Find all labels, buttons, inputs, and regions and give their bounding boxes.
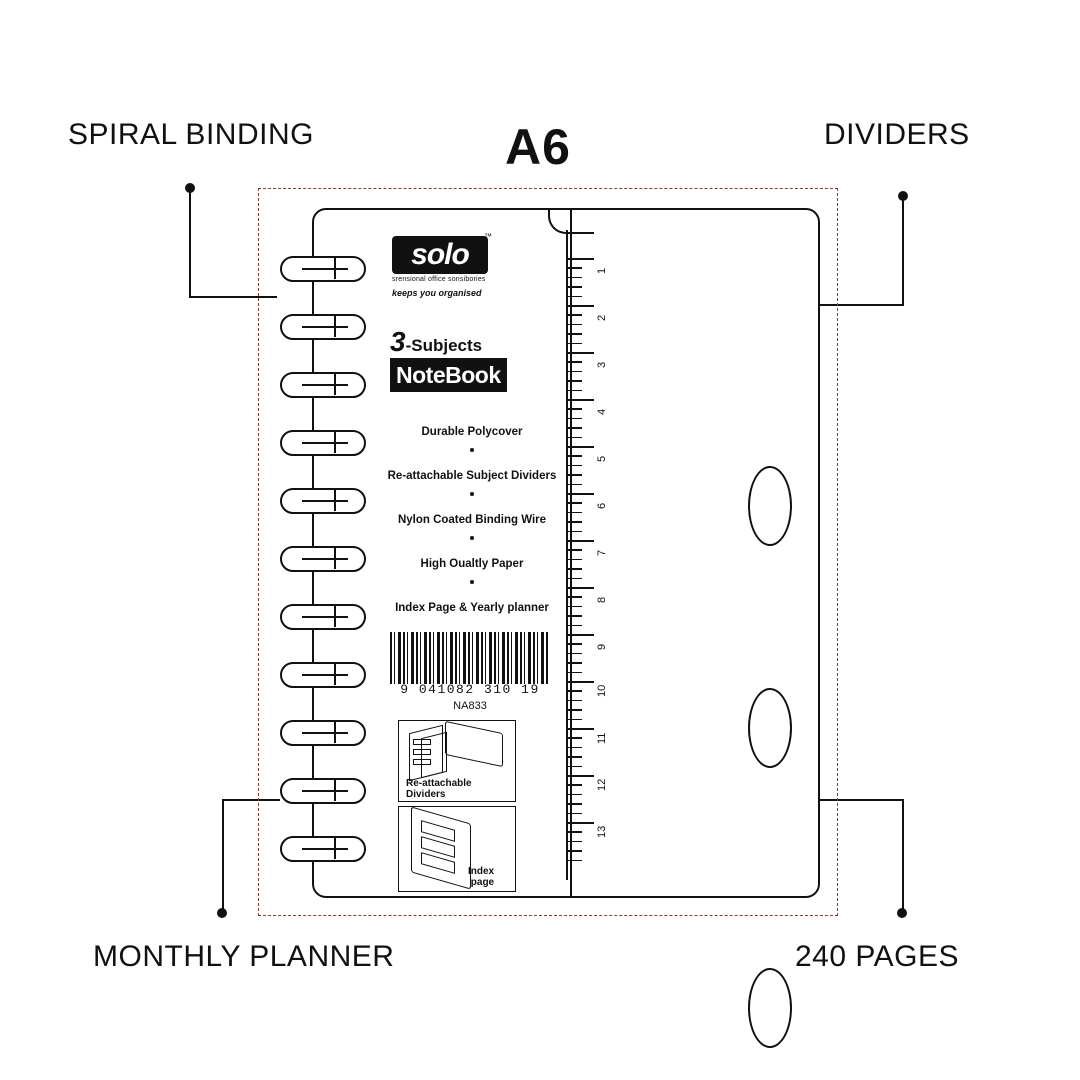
ruler-tick-minor: [568, 521, 582, 523]
ruler-tick-minor: [568, 596, 582, 598]
inset-divider-tab-3: [413, 759, 431, 765]
spiral-coil: [280, 778, 366, 804]
ruler-tick-minor: [568, 343, 582, 345]
ruler-tick-minor: [568, 267, 582, 269]
ruler-tick-minor: [568, 643, 582, 645]
leader-line-monthly-vertical: [222, 799, 224, 911]
solo-logo-box: [392, 236, 488, 274]
ruler-tick-minor: [568, 531, 582, 533]
divider-thumb-hole: [748, 968, 792, 1048]
inset-caption-dividers-line1: Re-attachable: [406, 778, 472, 789]
ruler-tick-minor: [568, 672, 582, 674]
ruler-tick-minor: [568, 390, 582, 392]
feature-separator-dot: [470, 492, 474, 496]
ruler-tick-minor: [568, 813, 582, 815]
ruler-tick-minor: [568, 662, 582, 664]
leader-dot-pages: [897, 908, 907, 918]
ruler-tick-minor: [568, 296, 582, 298]
ruler-number: 8: [596, 596, 608, 603]
ruler-tick-major: [568, 822, 594, 824]
ruler-scale: [566, 230, 614, 880]
ruler-tick-major: [568, 258, 594, 260]
ruler-tick-major: [568, 728, 594, 730]
ruler-tick-minor: [568, 559, 582, 561]
callout-label-240-pages: 240 PAGES: [795, 940, 960, 973]
subjects-word: -Subjects: [405, 336, 483, 355]
divider-thumb-hole: [748, 688, 792, 768]
sku-code: NA833: [453, 700, 487, 712]
ruler-tick-minor: [568, 766, 582, 768]
ruler-tick-major: [568, 587, 594, 589]
feature-separator-dot: [470, 448, 474, 452]
ruler-number: 6: [596, 502, 608, 509]
notebook-wordmark-text: NoteBook: [396, 362, 501, 388]
notebook-wordmark: [390, 358, 507, 392]
spiral-coil: [280, 546, 366, 572]
ruler-number: 10: [596, 684, 608, 697]
ruler-tick-minor: [568, 803, 582, 805]
ruler-tick-minor: [568, 324, 582, 326]
callout-label-monthly-planner: MONTHLY PLANNER: [93, 940, 395, 973]
ruler-tick-minor: [568, 860, 582, 862]
leader-line-spiral-vertical: [189, 188, 191, 298]
ruler-tick-minor: [568, 850, 582, 852]
ruler-tick-minor: [568, 484, 582, 486]
ruler-tick-minor: [568, 615, 582, 617]
ruler-number: 11: [596, 732, 608, 744]
ruler-number: 4: [596, 408, 608, 415]
leader-dot-monthly: [217, 908, 227, 918]
ruler-tick-minor: [568, 333, 582, 335]
ruler-tick-minor: [568, 625, 582, 627]
spiral-coil: [280, 720, 366, 746]
ruler-tick-major: [568, 352, 594, 354]
ruler-tick-minor: [568, 437, 582, 439]
ruler-tick-minor: [568, 709, 582, 711]
ruler-tick-minor: [568, 418, 582, 420]
ruler-tick-major: [568, 775, 594, 777]
ruler-tick-minor: [568, 719, 582, 721]
barcode-image: [390, 632, 550, 684]
ruler-tick-minor: [568, 841, 582, 843]
solo-logo-text: solo: [411, 238, 469, 271]
ruler-number: 2: [596, 314, 608, 321]
inset-caption-index: [468, 866, 494, 888]
ruler-tick-major: [568, 446, 594, 448]
leader-line-dividers-vertical: [902, 196, 904, 306]
feature-item: Re-attachable Subject Dividers: [387, 470, 557, 482]
size-label-a6: A6: [505, 119, 571, 175]
ruler-tick-minor: [568, 361, 582, 363]
ruler-tick-minor: [568, 465, 582, 467]
ruler-number: 5: [596, 455, 608, 462]
ruler-tick-minor: [568, 756, 582, 758]
ruler-tick-minor: [568, 549, 582, 551]
barcode-digits: 9 041082 310 19: [400, 682, 540, 697]
ruler-tick-major: [568, 399, 594, 401]
inset-divider-tab-1: [413, 739, 431, 745]
feature-item: High Oualtly Paper: [420, 558, 524, 570]
ruler-tick-minor: [568, 700, 582, 702]
ruler-tick-minor: [568, 578, 582, 580]
ruler-tick-minor: [568, 380, 582, 382]
inset-caption-dividers-line2: Dividers: [406, 789, 446, 800]
spiral-coil: [280, 430, 366, 456]
ruler-tick-minor: [568, 314, 582, 316]
ruler-number: 13: [596, 825, 608, 838]
brand-tagline-secondary: keeps you organised: [392, 288, 482, 298]
ruler-tick-minor: [568, 690, 582, 692]
ruler-tick-minor: [568, 747, 582, 749]
feature-item: Index Page & Yearly planner: [395, 602, 549, 614]
ruler-tick-minor: [568, 371, 582, 373]
ruler-tick-minor: [568, 653, 582, 655]
ruler-number: 1: [596, 267, 608, 274]
leader-line-pages-vertical: [902, 799, 904, 911]
spiral-coil: [280, 488, 366, 514]
ruler-tick-minor: [568, 737, 582, 739]
ruler-tick-major: [568, 540, 594, 542]
cover-artwork: [384, 230, 560, 888]
ruler-tick-minor: [568, 606, 582, 608]
feature-separator-dot: [470, 580, 474, 584]
spiral-coil: [280, 604, 366, 630]
ruler-tick-minor: [568, 512, 582, 514]
ruler-tick-minor: [568, 568, 582, 570]
ruler-tick-minor: [568, 794, 582, 796]
ruler-tick-minor: [568, 408, 582, 410]
feature-separator-dot: [470, 536, 474, 540]
ruler-tick-minor: [568, 784, 582, 786]
callout-label-spiral-binding: SPIRAL BINDING: [68, 118, 314, 151]
divider-thumb-hole: [748, 466, 792, 546]
subjects-heading: [390, 326, 482, 358]
inset-divider-shape-c: [445, 721, 503, 767]
inset-divider-tab-2: [413, 749, 431, 755]
ruler-tick-minor: [568, 427, 582, 429]
inset-index-page: [398, 806, 516, 892]
subjects-count: 3: [390, 326, 406, 357]
ruler-number: 7: [596, 549, 608, 556]
ruler-tick-minor: [568, 831, 582, 833]
spiral-coil: [280, 836, 366, 862]
ruler-tick-minor: [568, 474, 582, 476]
feature-item: Nylon Coated Binding Wire: [397, 514, 547, 526]
inset-caption-index-line1: Index: [468, 866, 495, 877]
ruler-tick-minor: [568, 502, 582, 504]
inset-caption-dividers: [406, 778, 472, 800]
spiral-coil: [280, 314, 366, 340]
ruler-tick-major: [568, 634, 594, 636]
trademark-symbol: ™: [484, 232, 492, 241]
spiral-coil: [280, 256, 366, 282]
spiral-coil: [280, 662, 366, 688]
feature-item: Durable Polycover: [421, 426, 523, 438]
brand-tagline-primary: srensional office sonsibories: [392, 276, 486, 283]
ruler-tick-minor: [568, 286, 582, 288]
inset-caption-index-line2: page: [470, 877, 495, 888]
callout-label-dividers: DIVIDERS: [824, 118, 970, 151]
notebook-illustration: [280, 208, 820, 898]
ruler-number: 3: [596, 361, 608, 368]
ruler-tick-major: [568, 493, 594, 495]
spiral-coil: [280, 372, 366, 398]
ruler-tick-major: [568, 305, 594, 307]
ruler-tick-minor: [568, 455, 582, 457]
ruler-number: 12: [596, 778, 608, 791]
ruler-tick-minor: [568, 277, 582, 279]
ruler-number: 9: [596, 643, 608, 650]
ruler-tick-major: [568, 681, 594, 683]
